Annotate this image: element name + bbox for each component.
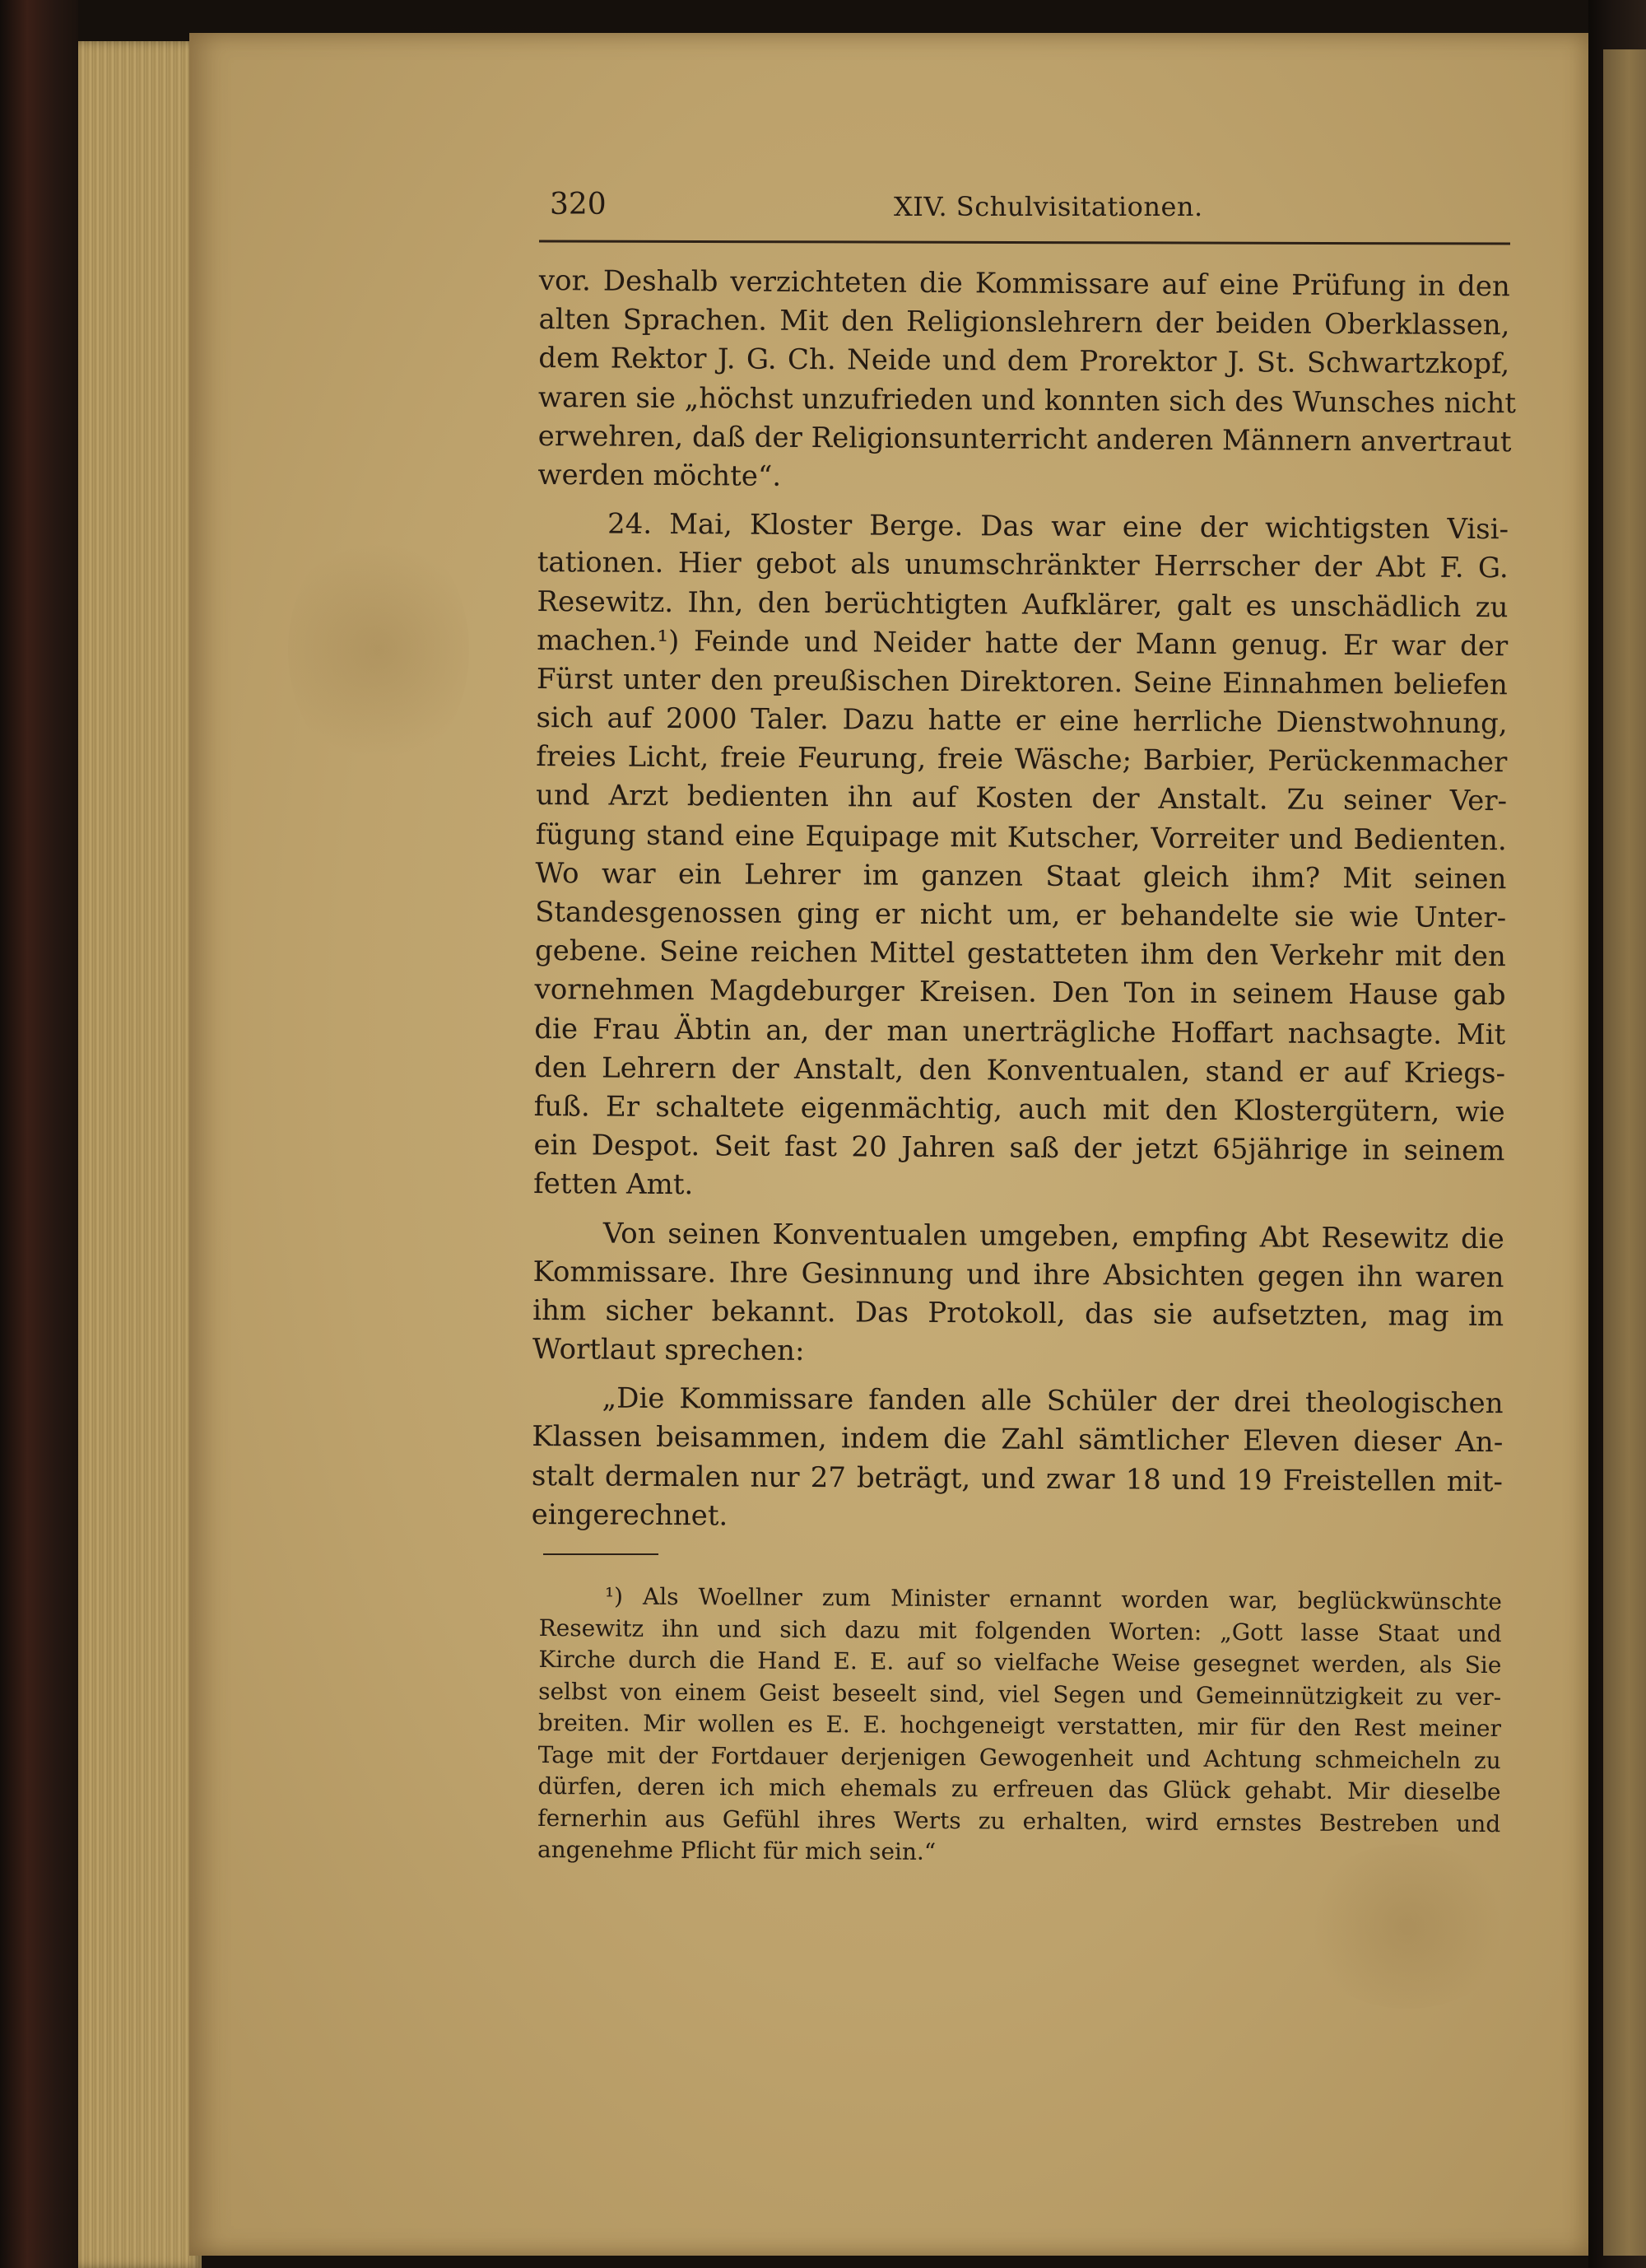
text-line: Wortlaut sprechen:: [532, 1333, 805, 1368]
footnote: [537, 1581, 1502, 1872]
text-line: machen.¹) Feinde und Neider hatte der Mann genug. Er war der: [537, 623, 1509, 663]
text-line: fetten Amt.: [533, 1167, 694, 1202]
text-line: freies Licht, freie Feurung, freie Wäsche; Barbier, Perückenmacher: [536, 740, 1508, 780]
footnote-line: dürfen, deren ich mich ehemals zu erfreuen das Glück gehabt. Mir dieselbe: [537, 1772, 1501, 1806]
text-line: eingerechnet.: [531, 1497, 728, 1533]
paragraph: [532, 1379, 1504, 1540]
text-line: „Die Kommissare fanden alle Schüler der drei theologischen: [602, 1381, 1504, 1421]
text-line: Kommissare. Ihre Gesinnung und ihre Absichten gegen ihn waren: [532, 1255, 1504, 1294]
text-line: 24. Mai, Kloster Berge. Das war eine der wichtigsten Visi-: [607, 507, 1509, 547]
text-line: gebene. Seine reichen Mittel gestatteten ihm den Verkehr mit den: [534, 934, 1506, 974]
text-line: ein Despot. Seit fast 20 Jahren saß der jetzt 65jährige in seinem: [533, 1129, 1505, 1168]
text-line: alten Sprachen. Mit den Religionslehrern der beiden Oberklassen,: [538, 303, 1510, 342]
text-line: werden möchte“.: [537, 458, 782, 493]
body-text: [531, 262, 1517, 1540]
text-line: vornehmen Magdeburger Kreisen. Den Ton in seinem Hause gab: [534, 973, 1506, 1013]
footnote-line: Kirche durch die Hand E. E. auf so vielfache Weise gesegnet werden, als Sie: [538, 1645, 1502, 1679]
text-line: erwehren, daß der Religionsunterricht anderen Männern anvertraut: [537, 419, 1512, 459]
paragraph: [537, 262, 1517, 501]
page-number: 320: [550, 188, 607, 221]
text-line: Standesgenossen ging er nicht um, er behandelte sie wie Unter-: [535, 895, 1507, 935]
text-line: Wo war ein Lehrer im ganzen Staat gleich ihm? Mit seinen: [535, 856, 1507, 896]
paragraph: [533, 505, 1509, 1210]
text-line: fügung stand eine Equipage mit Kutscher, Vorreiter und Bedienten.: [535, 817, 1507, 857]
footnote-line: Resewitz ihn und sich dazu mit folgenden Worten: „Gott lasse Staat und: [538, 1614, 1502, 1647]
book-cover-edge: [0, 0, 78, 2268]
paragraph: [532, 1213, 1504, 1375]
footnote-rule: [543, 1553, 658, 1555]
text-line: sich auf 2000 Taler. Dazu hatte er eine herrliche Dienstwohnung,: [536, 701, 1508, 741]
paper-stain: [288, 527, 469, 774]
text-line: ihm sicher bekannt. Das Protokoll, das sie aufsetzten, mag im: [532, 1293, 1504, 1334]
footnote-line: Tage mit der Fortdauer derjenigen Gewogenheit und Achtung schmeicheln zu: [537, 1740, 1501, 1774]
text-line: Von seinen Konventualen umgeben, empfing Abt Resewitz die: [602, 1216, 1504, 1255]
text-line: den Lehrern der Anstalt, den Konventualen, stand er auf Kriegs-: [533, 1050, 1506, 1090]
chapter-title: XIV. Schulvisitationen.: [894, 191, 1203, 222]
text-line: Klassen beisammen, indem die Zahl sämtlicher Eleven dieser An-: [532, 1420, 1504, 1460]
text-line: waren sie „höchst unzufrieden und konnten sich des Wunsches nicht: [537, 380, 1517, 420]
text-line: und Arzt bedienten ihn auf Kosten der Anstalt. Zu seiner Ver-: [535, 779, 1508, 818]
page-block-edges: [78, 41, 202, 2268]
footnote-line: breiten. Mir wollen es E. E. hochgeneigt verstatten, mir für den Rest meiner: [537, 1708, 1502, 1743]
footnote-line: angenehme Pflicht für mich sein.“: [537, 1835, 937, 1865]
text-line: die Frau Äbtin an, der man unerträgliche Hoffart nachsagte. Mit: [534, 1012, 1506, 1051]
footnote-line: selbst von einem Geist beseelt sind, viel Segen und Gemeinnützigkeit zu ver-: [538, 1677, 1502, 1711]
text-line: stalt dermalen nur 27 beträgt, und zwar 18 und 19 Freistellen mit-: [531, 1459, 1504, 1498]
text-line: vor. Deshalb verzichteten die Kommissare auf eine Prüfung in den: [538, 263, 1510, 304]
footnote-line: fernerhin aus Gefühl ihres Werts zu erhalten, wird ernstes Bestreben und: [537, 1804, 1501, 1837]
text-line: Resewitz. Ihn, den berüchtigten Aufklärer, galt es unschädlich zu: [537, 584, 1509, 624]
text-line: tationen. Hier gebot als unumschränkter Herrscher der Abt F. G.: [537, 546, 1509, 585]
footnote-line: ¹) Als Woellner zum Minister ernannt worden war, beglückwünschte: [604, 1582, 1502, 1616]
text-line: Fürst unter den preußischen Direktoren. Seine Einnahmen beliefen: [536, 662, 1509, 702]
running-head: [550, 188, 1504, 237]
next-page-sliver: [1603, 49, 1646, 2256]
text-line: fuß. Er schaltete eigenmächtig, auch mit den Klostergütern, wie: [533, 1089, 1505, 1129]
text-line: dem Rektor J. G. Ch. Neide und dem Prorektor J. St. Schwartzkopf,: [538, 342, 1510, 381]
